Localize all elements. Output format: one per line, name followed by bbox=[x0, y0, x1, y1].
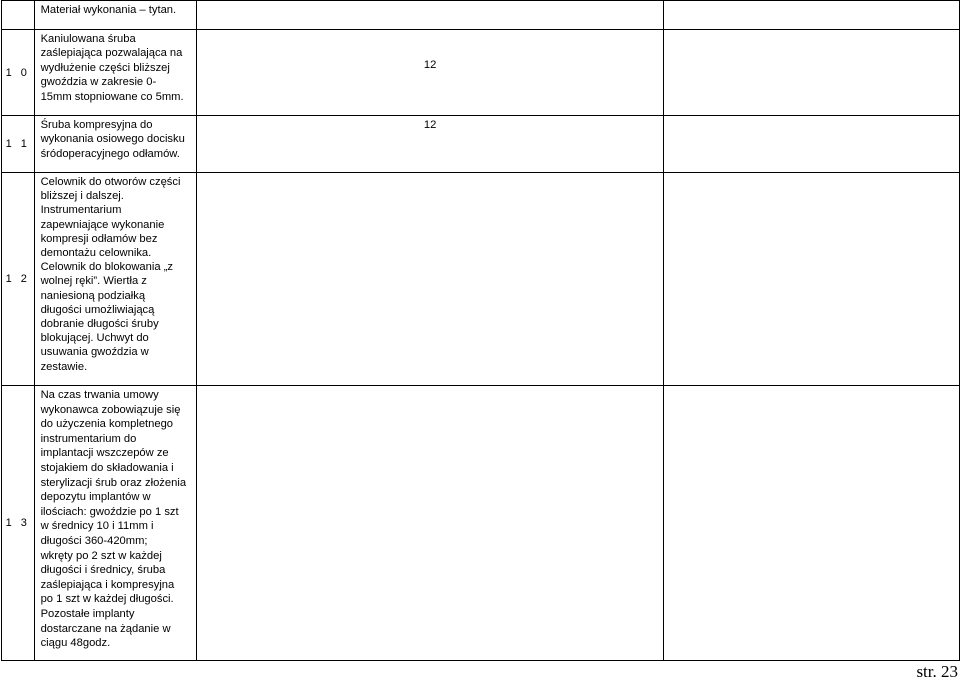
description-line: ilościach: gwoździe po 1 szt bbox=[40, 505, 179, 518]
extra-cell bbox=[663, 386, 959, 661]
description-line: instrumentarium do bbox=[40, 432, 137, 445]
description-cell bbox=[34, 1, 197, 30]
description-line: po 1 szt w każdej długości. bbox=[40, 593, 174, 606]
description-cell bbox=[34, 173, 197, 386]
row-number-cell: 1 3 bbox=[2, 386, 35, 661]
description-line: wkręty po 2 szt w każdej bbox=[40, 549, 162, 562]
value-cell bbox=[197, 1, 663, 30]
description-line: Materiał wykonania – tytan. bbox=[40, 4, 177, 16]
description-line: Na czas trwania umowy bbox=[40, 389, 159, 401]
description-line: wydłużenie części bliższej bbox=[40, 61, 170, 74]
description-line: depozytu implantów w bbox=[40, 491, 151, 504]
description-cell bbox=[34, 30, 197, 116]
table-row bbox=[2, 386, 960, 661]
description-line: 15mm stopniowane co 5mm. bbox=[40, 90, 184, 103]
description-line: kompresji odłamów bez bbox=[40, 232, 158, 245]
description-line: dobranie długości śruby bbox=[40, 318, 159, 331]
extra-cell bbox=[663, 116, 959, 173]
description-line: blokującej. Uchwyt do bbox=[40, 332, 149, 345]
row-number-cell bbox=[2, 1, 35, 30]
description-line: śródoperacyjnego odłamów. bbox=[40, 147, 180, 160]
description-line: wolnej ręki”. Wiertła z bbox=[40, 275, 147, 288]
value-cell bbox=[197, 386, 663, 661]
description-line: w średnicy 10 i 11mm i bbox=[40, 520, 154, 533]
description-line: dostarczane na żądanie w bbox=[40, 622, 171, 635]
value-cell bbox=[197, 173, 663, 386]
description-cell bbox=[34, 116, 197, 173]
description-cell bbox=[34, 386, 197, 661]
description-line: zestawie. bbox=[40, 360, 88, 373]
description-line: naniesioną podziałką bbox=[40, 289, 146, 302]
description-line: zaślepiająca pozwalająca na bbox=[40, 47, 183, 60]
value-cell bbox=[197, 30, 663, 116]
table-row bbox=[2, 1, 960, 30]
description-line: wykonawca zobowiązuje się bbox=[40, 403, 181, 416]
description-line: zaślepiająca i kompresyjna bbox=[40, 578, 175, 591]
description-line: Celownik do otworów części bbox=[40, 176, 181, 188]
description-line: wykonania osiowego docisku bbox=[40, 133, 185, 146]
description-line: demontażu celownika. bbox=[40, 247, 152, 260]
description-line: długości i średnicy, śruba bbox=[40, 564, 166, 577]
description-line: Instrumentarium bbox=[40, 204, 122, 217]
table-row bbox=[2, 173, 960, 386]
value-cell bbox=[197, 116, 663, 173]
description-line: długości umożliwiającą bbox=[40, 303, 155, 316]
table-row bbox=[2, 30, 960, 116]
description-line: bliższej i dalszej. bbox=[40, 190, 124, 203]
extra-cell bbox=[663, 173, 959, 386]
row-number-cell: 1 2 bbox=[2, 173, 35, 386]
page-number: str. 23 bbox=[916, 662, 958, 681]
description-line: Kaniulowana śruba bbox=[40, 33, 136, 45]
row-number-cell: 1 0 bbox=[2, 30, 35, 116]
description-line: długości 360-420mm; bbox=[40, 534, 148, 547]
description-line: Pozostałe implanty bbox=[40, 607, 135, 620]
quantity-value: 12 bbox=[423, 59, 437, 71]
specification-table bbox=[1, 0, 960, 661]
description-line: implantacji wszczepów ze bbox=[40, 447, 169, 460]
extra-cell bbox=[663, 1, 959, 30]
description-line: do użyczenia kompletnego bbox=[40, 418, 174, 431]
description-line: stojakiem do składowania i bbox=[40, 461, 174, 474]
extra-cell bbox=[663, 30, 959, 116]
description-line: zapewniające wykonanie bbox=[40, 218, 165, 231]
row-number-cell: 1 1 bbox=[2, 116, 35, 173]
description-line: gwoździa w zakresie 0- bbox=[40, 76, 157, 89]
description-line: ciągu 48godz. bbox=[40, 637, 111, 650]
description-line: Śruba kompresyjna do bbox=[40, 119, 153, 131]
description-line: usuwania gwoździa w bbox=[40, 346, 149, 359]
description-line: Celownik do blokowania „z bbox=[40, 261, 174, 274]
description-line: sterylizacji śrub oraz złożenia bbox=[40, 476, 187, 489]
table-row bbox=[2, 116, 960, 173]
quantity-value: 12 bbox=[423, 119, 437, 131]
